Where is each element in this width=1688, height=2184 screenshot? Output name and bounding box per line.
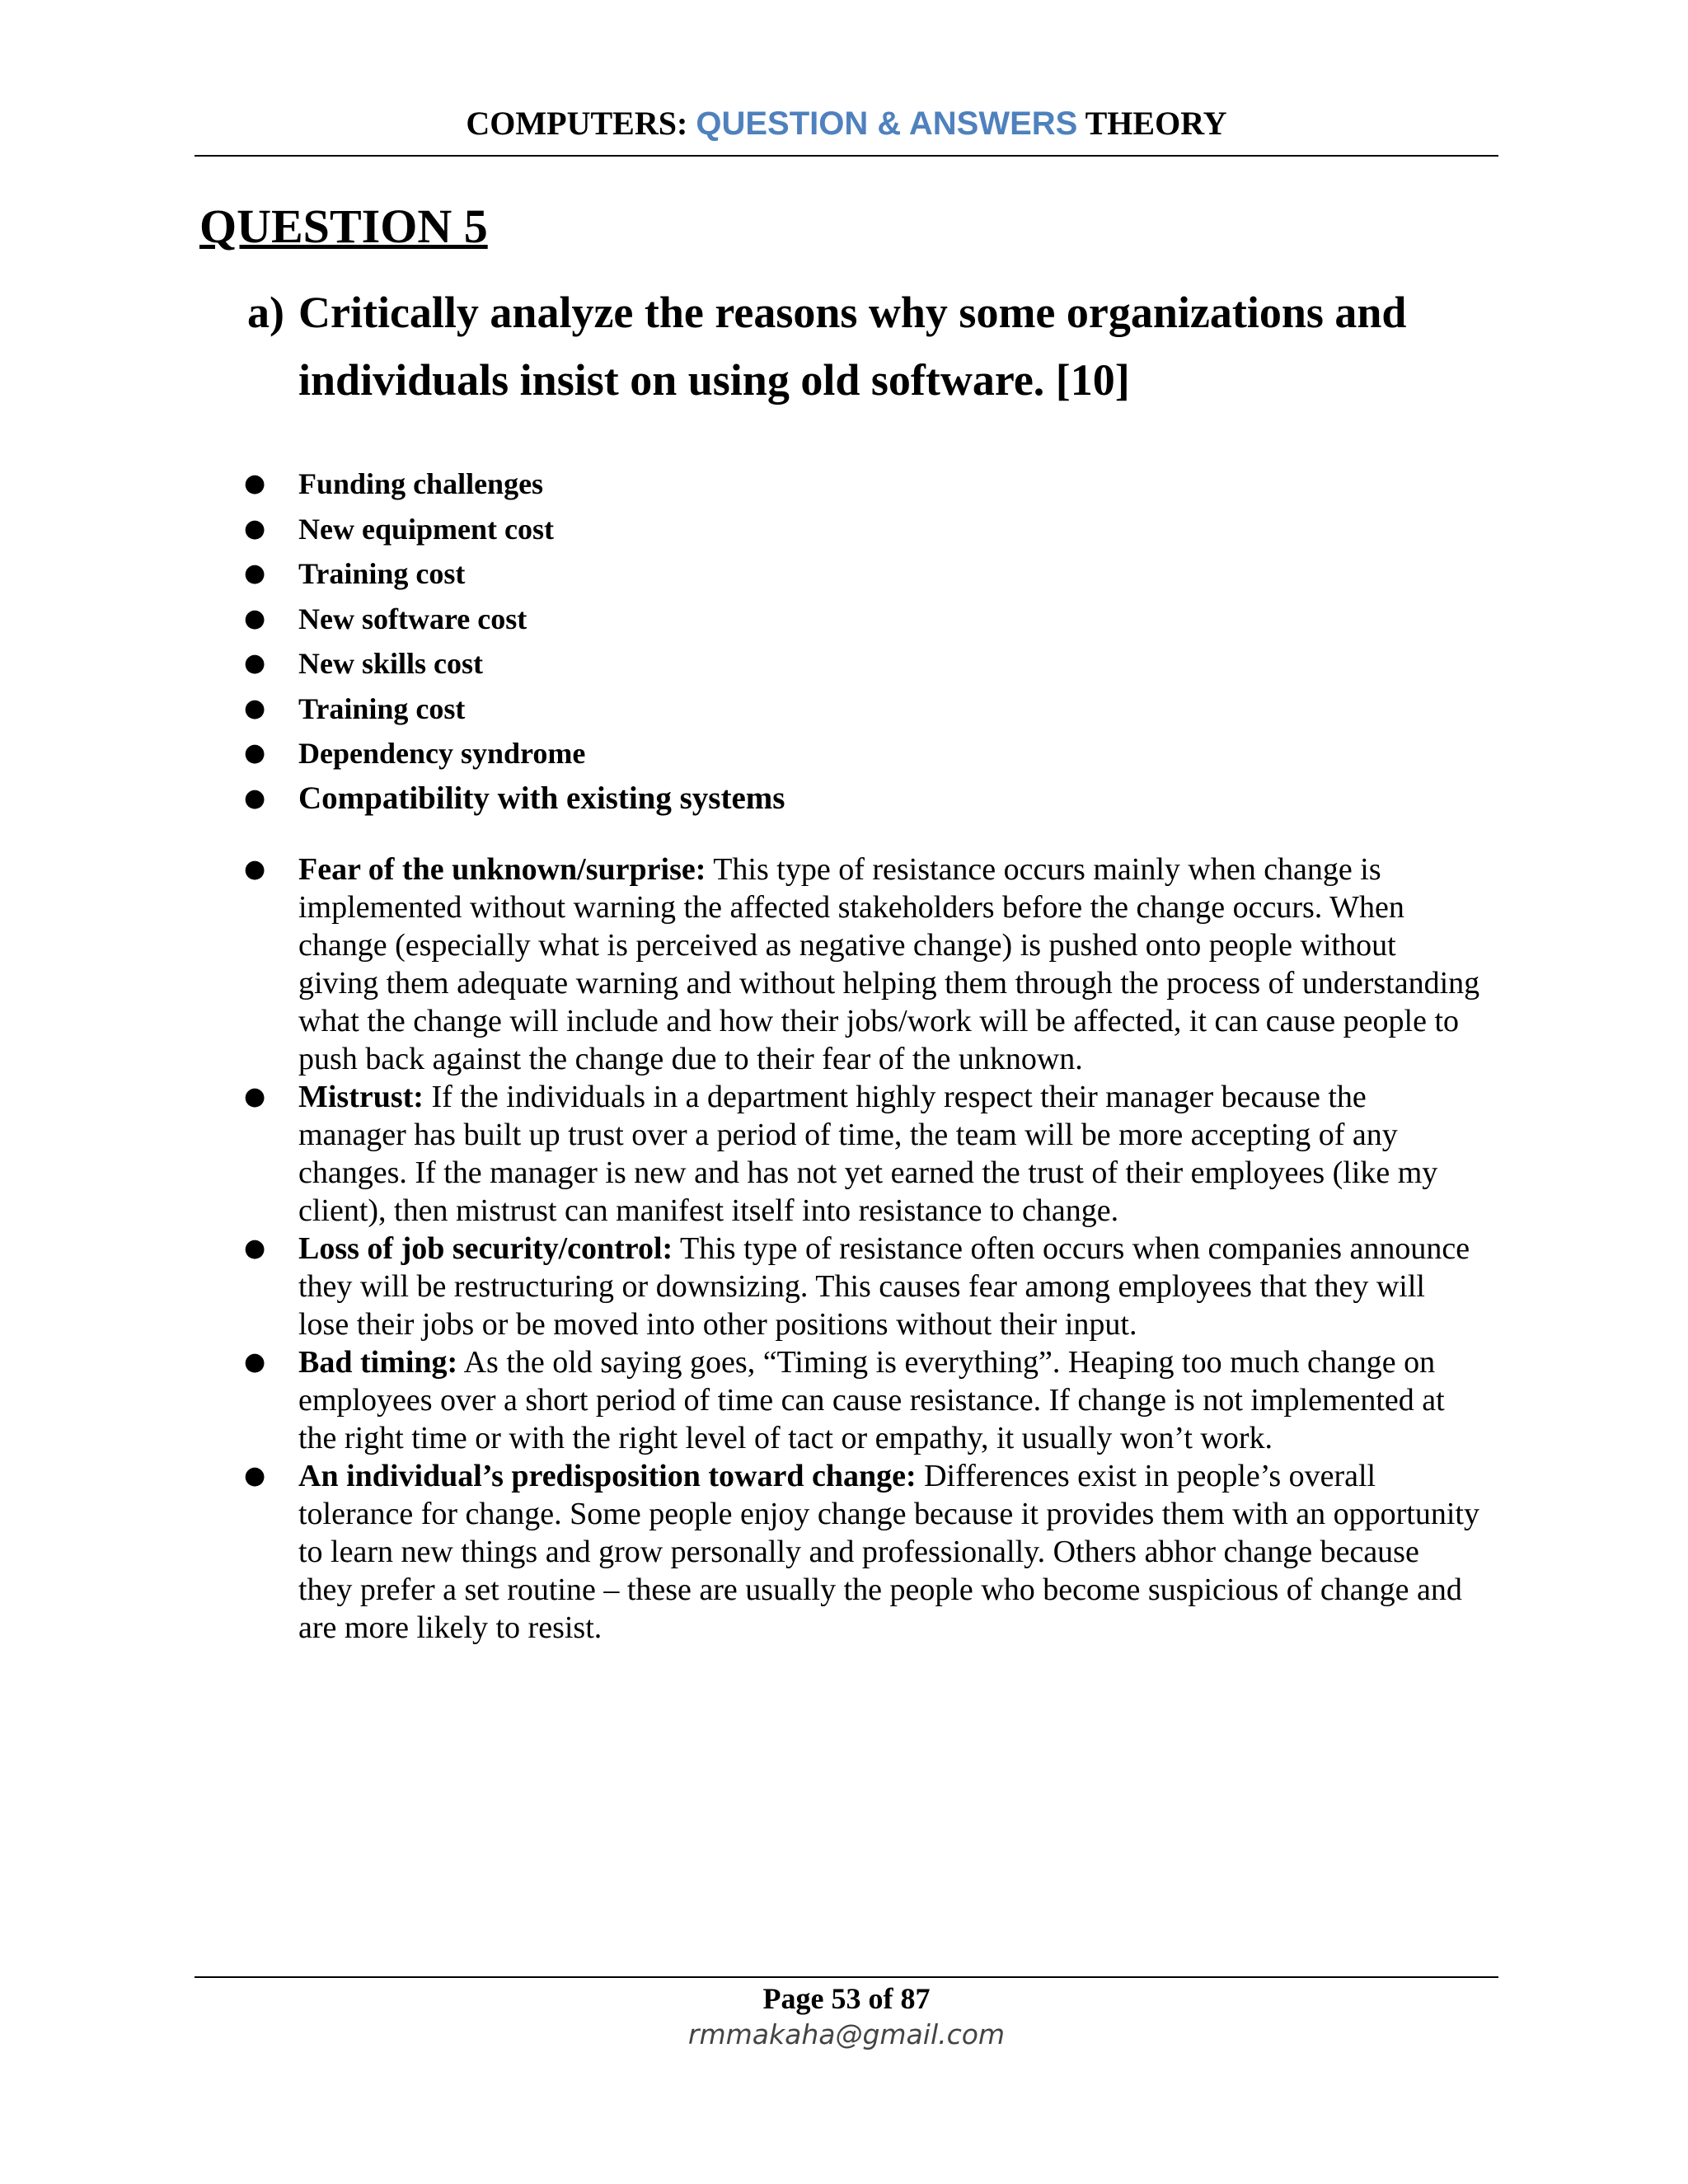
point-text: New skills cost [298,647,483,680]
point-text: This type of resistance occurs mainly when change is implemented without warning the affected stakeholders before the change occurs. When change (especially what is perceived as negative change) is pushed onto people without giving them adequate warning and without helping them through the process of understanding what the change will include and how their jobs/work will be affected, it can cause people to push back against the change due to their fear of the unknown. [298,852,1480,1076]
list-item [244,776,1480,822]
header-accent: QUESTION & ANSWERS [696,105,1078,142]
point-term: An individual’s predisposition toward change: [298,1459,917,1493]
list-item [244,597,1480,642]
bullet-icon: ● [244,649,266,677]
bullet-icon: ● [244,1082,266,1111]
bullet-icon: ● [244,783,266,813]
question-title: QUESTION 5 [199,199,488,253]
list-item [244,687,1480,732]
footer-email: rmmakaha@gmail.com [687,2018,1006,2050]
point-text: New equipment cost [298,512,554,546]
list-item [244,551,1480,597]
short-points-list [244,462,1480,821]
point-term: Bad timing: [298,1345,458,1380]
point-text: Compatibility with existing systems [298,780,785,816]
point-text: Differences exist in people’s overall tolerance for change. Some people enjoy change because it provides them with an opportunity to learn new things and grow personally and professionally. Others abhor change because they prefer a set routine – these are usually the people who become suspicious of change and are more likely to resist. [298,1459,1479,1645]
point-text: As the old saying goes, “Timing is everything”. Heaping too much change on employees over a short period of time can cause resistance. If change is not implemented at the right time or with the right level of tact or empathy, it usually won’t work. [298,1345,1445,1455]
point-text: This type of resistance often occurs when companies announce they will be restructuring or downsizing. This causes fear among employees that they will lose their jobs or be moved into other positions without their input. [298,1231,1470,1342]
list-item [244,507,1480,552]
bullet-icon: ● [244,855,266,883]
header-suffix: THEORY [1085,105,1227,142]
list-item [244,1078,1480,1230]
bullet-icon: ● [244,693,266,723]
point-text: Dependency syndrome [298,737,586,770]
point-text: Training cost [298,691,466,725]
page-number: Page 53 of 87 [762,1982,931,2015]
point-term: Loss of job security/control: [298,1231,673,1266]
list-item [244,731,1480,776]
bullet-icon: ● [244,513,266,543]
header-prefix: COMPUTERS [466,105,677,142]
point-text: If the individuals in a department highly respect their manager because the manager has built up trust over a period of time, the team will be more accepting of any changes. If the manager is new and has not yet earned the trust of their employees (like my client), then mistrust can manifest itself into resistance to change. [298,1080,1438,1228]
point-text: Training cost [298,557,466,590]
point-term: Fear of the unknown/surprise: [298,852,706,887]
bullet-icon: ● [244,559,266,588]
question-part-a [247,279,1500,414]
bullet-icon: ● [244,1347,266,1376]
bullet-icon: ● [244,469,266,498]
list-item [244,462,1480,507]
part-label: a) [247,288,284,337]
list-item [244,1343,1480,1457]
point-text: Funding challenges [298,467,544,500]
page-header [195,101,1498,147]
bullet-icon: ● [244,1234,266,1263]
list-item [244,1457,1480,1647]
bullet-icon: ● [244,738,266,767]
list-item [244,851,1480,1078]
header-colon: : [677,105,688,142]
detail-points-list [244,851,1480,1647]
point-term: Mistrust: [298,1080,424,1114]
list-item [244,1230,1480,1343]
bullet-icon: ● [244,1461,266,1490]
bullet-icon: ● [244,603,266,633]
point-text: New software cost [298,602,528,635]
header-divider [195,155,1498,157]
list-item [244,641,1480,687]
part-text: Critically analyze the reasons why some organizations and individuals insist on using old software. [10] [298,288,1407,405]
